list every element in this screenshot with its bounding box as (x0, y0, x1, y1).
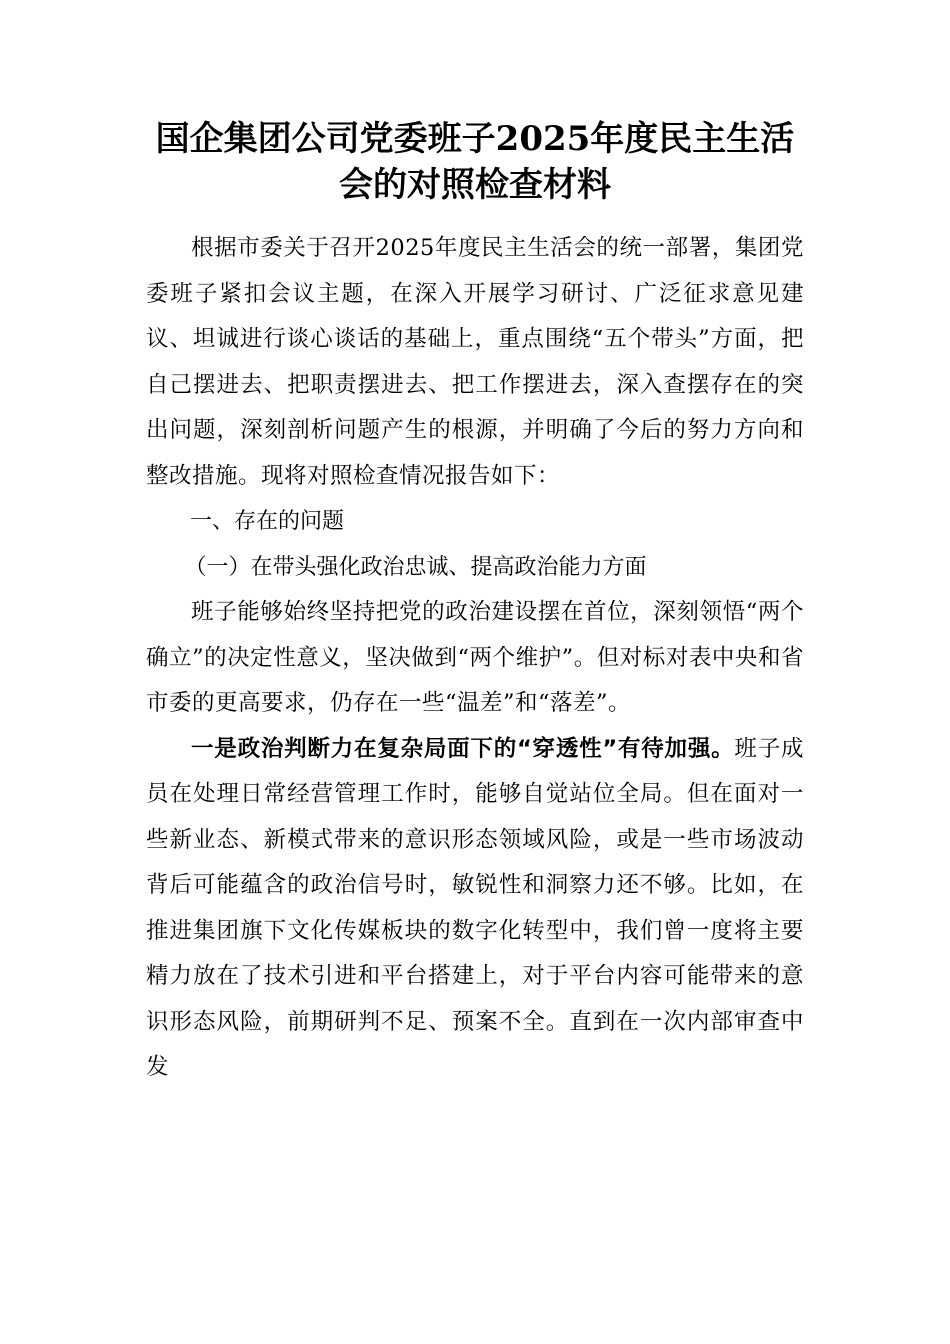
intro-paragraph: 根据市委关于召开2025年度民主生活会的统一部署，集团党委班子紧扣会议主题，在深入开展学习研讨、广泛征求意见建议、坦诚进行谈心谈话的基础上，重点围绕“五个带头”方面，把自己摆进去、把职责摆进去、把工作摆进去，深入查摆存在的突出问题，深刻剖析问题产生的根源，并明确了今后的努力方向和整改措施。现将对照检查情况报告如下： (146, 235, 804, 489)
point-one-lead: 一是政治判断力在复杂局面下的“穿透性”有待加强。 (191, 735, 735, 762)
document-title-line-1: 国企集团公司党委班子2025年度民主生活 (155, 119, 795, 159)
subsection-heading-political-loyalty: （一）在带头强化政治忠诚、提高政治能力方面 (184, 554, 647, 580)
point-one-body: 班子成员在处理日常经营管理工作时，能够自觉站位全局。但在面对一些新业态、新模式带来的意识形态领域风险，或是一些市场波动背后可能蕴含的政治信号时，敏锐性和洞察力还不够。比如，在推进集团旗下文化传媒板块的数字化转型中，我们曾一度将主要精力放在了技术引进和平台搭建上，对于平台内容可能带来的意识形态风险，前期研判不足、预案不全。直到在一次内部审查中发 (146, 735, 804, 1080)
point-one-paragraph (146, 727, 804, 1091)
subsection-paragraph: 班子能够始终坚持把党的政治建设摆在首位，深刻领悟“两个确立”的决定性意义，坚决做到“两个维护”。但对标对表中央和省市委的更高要求，仍存在一些“温差”和“落差”。 (146, 599, 804, 716)
section-heading-problems: 一、存在的问题 (190, 509, 345, 534)
document-title-line-2: 会的对照检查材料 (339, 165, 611, 205)
document-body (146, 226, 804, 1091)
